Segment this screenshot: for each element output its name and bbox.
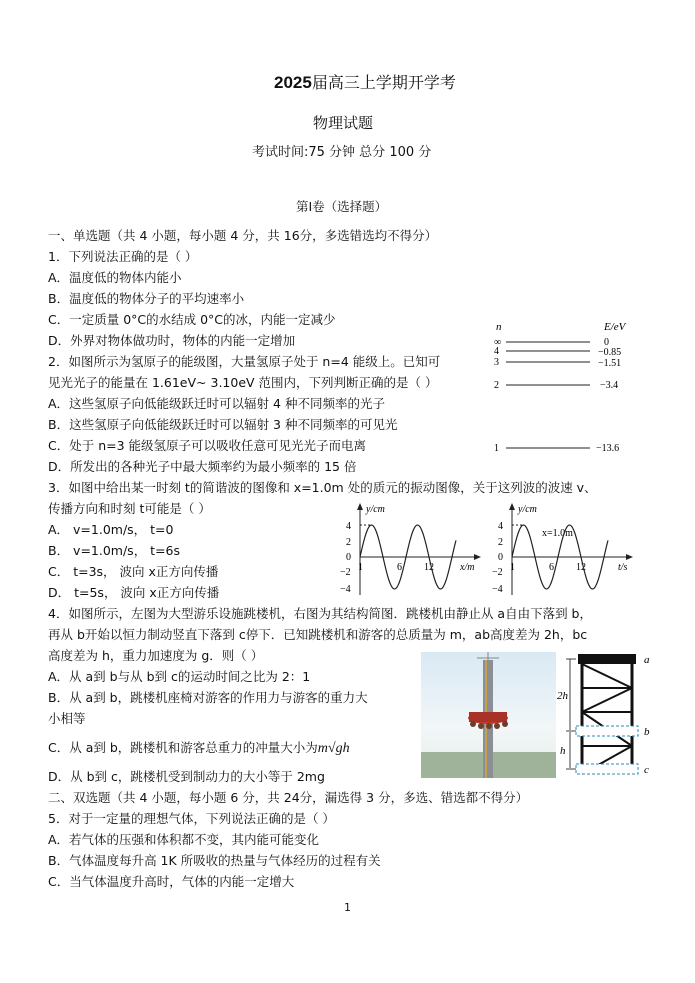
level-e-1: −13.6 [596, 443, 620, 454]
wave-xtick-12: 12 [424, 562, 434, 573]
wave-graph [336, 500, 486, 600]
wave-xtick-6: 6 [397, 562, 402, 573]
q5-option-a: A．若气体的压强和体积都不变，其内能可能变化 [48, 832, 320, 847]
wave-y-label: y/cm [366, 504, 385, 515]
q4-stem-line1: 4．如图所示，左图为大型游乐设施跳楼机，右图为其结构简图．跳楼机由静止从 a自由下落到 b， [48, 606, 592, 621]
q4-stem-line3: 高度差为 h，重力加速度为 g．则（ ） [48, 648, 264, 663]
vib-x-label: t/s [618, 562, 628, 573]
q1-stem: 1．下列说法正确的是（ ） [48, 249, 198, 264]
q5-option-c: C．当气体温度升高时，气体的内能一定增大 [48, 874, 295, 889]
q4-option-c [48, 740, 350, 757]
level-e-inf: 0 [604, 337, 609, 348]
q1-option-a: A．温度低的物体内能小 [48, 270, 182, 285]
level-n-1: 1 [494, 443, 499, 454]
structure-cabin-b [576, 726, 638, 736]
vib-y-arrow-icon [509, 503, 515, 510]
vib-ytick-4: 4 [498, 521, 503, 532]
vib-x-arrow-icon [626, 554, 633, 560]
level-n-inf: ∞ [494, 337, 502, 348]
vib-ytick-neg4: −4 [492, 584, 503, 595]
drop-tower-icon [421, 652, 556, 778]
q4-option-b-line2: 小相等 [48, 711, 86, 726]
level-n-3: 3 [494, 357, 499, 368]
exam-title [274, 70, 456, 93]
vibration-graph [488, 500, 638, 600]
energy-level-diagram [490, 318, 640, 458]
q2-stem-line2: 见光光子的能量在 1.61eV~ 3.10eV 范围内，下列判断正确的是（ ） [48, 375, 438, 390]
q1-option-d: D．外界对物体做功时，物体的内能一定增加 [48, 333, 296, 348]
level-n-2: 2 [494, 380, 499, 391]
energy-e-label: E/eV [604, 321, 626, 333]
part-heading: 第I卷（选择题） [296, 199, 388, 214]
q4-option-b-line1: B．从 a到 b，跳楼机座椅对游客的作用力与游客的重力大 [48, 690, 368, 705]
structure-label-h: h [560, 745, 566, 757]
wave-ytick-neg4: −4 [340, 584, 351, 595]
q5-option-b: B．气体温度每升高 1K 所吸收的热量与气体经历的过程有关 [48, 853, 381, 868]
structure-cabin-c [576, 764, 638, 774]
level-e-3: −1.51 [598, 358, 622, 369]
vib-annotation: x=1.0m [542, 528, 573, 539]
exam-info: 考试时间:75 分钟 总分 100 分 [252, 145, 432, 160]
q5-stem: 5．对于一定量的理想气体，下列说法正确的是（ ） [48, 811, 335, 826]
q4-option-d: D．从 b到 c，跳楼机受到制动力的大小等于 2mg [48, 769, 325, 784]
wave-y-arrow-icon [357, 503, 363, 510]
energy-n-label: n [496, 321, 502, 333]
vib-ytick-2: 2 [498, 537, 503, 548]
q4-stem-line2: 再从 b开始以恒力制动竖直下落到 c停下．已知跳楼机和游客的总质量为 m，ab高度差为 2h，bc [48, 627, 588, 642]
q2-stem-line1: 2．如图所示为氢原子的能级图，大量氢原子处于 n=4 能级上。已知可 [48, 354, 441, 369]
vib-ytick-neg2: −2 [492, 567, 503, 578]
structure-label-c: c [644, 764, 649, 776]
level-n-4: 4 [494, 346, 499, 357]
q4-option-a: A．从 a到 b与从 b到 c的运动时间之比为 2：1 [48, 669, 311, 684]
q2-option-d: D．所发出的各种光子中最大频率约为最小频率的 15 倍 [48, 459, 357, 474]
exam-title-text: 届高三上学期开学考 [311, 73, 456, 92]
wave-x-arrow-icon [474, 554, 481, 560]
q2-option-b: B．这些氢原子向低能级跃迁时可以辐射 3 种不同频率的可见光 [48, 417, 398, 432]
q4-option-c-text: C．从 a到 b，跳楼机和游客总重力的冲量大小为 [48, 740, 318, 755]
structure-label-a: a [644, 654, 650, 666]
wave-xtick-1: 1 [358, 562, 363, 573]
structure-label-2h: 2h [557, 690, 568, 702]
vib-xtick-6: 6 [549, 562, 554, 573]
wave-ytick-neg2: −2 [340, 567, 351, 578]
wave-ytick-4: 4 [346, 521, 351, 532]
wave-ytick-2: 2 [346, 537, 351, 548]
wave-ytick-0: 0 [346, 552, 351, 563]
structure-top-beam [578, 654, 636, 664]
level-e-2: −3.4 [600, 380, 619, 391]
q3-option-a: A． v=1.0m/s， t=0 [48, 522, 174, 537]
section-heading-single-choice: 一、单选题（共 4 小题，每小题 4 分，共 16分，多选错选均不得分） [48, 228, 438, 243]
level-e-4: −0.85 [598, 347, 622, 358]
wave-x-label: x/m [460, 562, 475, 573]
structure-label-b: b [644, 726, 650, 738]
q2-option-c: C．处于 n=3 能级氢原子可以吸收任意可见光光子而电离 [48, 438, 367, 453]
q3-option-b: B． v=1.0m/s， t=6s [48, 543, 181, 558]
drop-tower-structure-diagram [556, 650, 656, 782]
vib-y-label: y/cm [518, 504, 537, 515]
vib-ytick-0: 0 [498, 552, 503, 563]
vib-xtick-1: 1 [510, 562, 515, 573]
q1-option-b: B．温度低的物体分子的平均速率小 [48, 291, 245, 306]
q3-stem-line2: 传播方向和时刻 t可能是（ ） [48, 501, 211, 516]
q1-option-c: C．一定质量 0°C的水结成 0°C的冰，内能一定减少 [48, 312, 336, 327]
section-heading-double-choice: 二、双选题（共 4 小题，每小题 6 分，共 24分，漏选得 3 分，多选、错选都不得分） [48, 790, 529, 805]
q3-option-d: D． t=5s， 波向 x正方向传播 [48, 585, 220, 600]
subject-title: 物理试题 [313, 114, 374, 132]
exam-year: 2025 [274, 73, 312, 92]
vib-xtick-12: 12 [576, 562, 586, 573]
q4-option-c-formula: m√gh [317, 741, 350, 756]
q3-option-c: C． t=3s， 波向 x正方向传播 [48, 564, 219, 579]
q3-stem-line1: 3．如图中给出某一时刻 t的简谐波的图像和 x=1.0m 处的质元的振动图像，关于这列波的波速 v、 [48, 480, 597, 495]
drop-tower-photo [421, 652, 556, 778]
q2-option-a: A．这些氢原子向低能级跃迁时可以辐射 4 种不同频率的光子 [48, 396, 385, 411]
page-number: 1 [344, 901, 351, 914]
